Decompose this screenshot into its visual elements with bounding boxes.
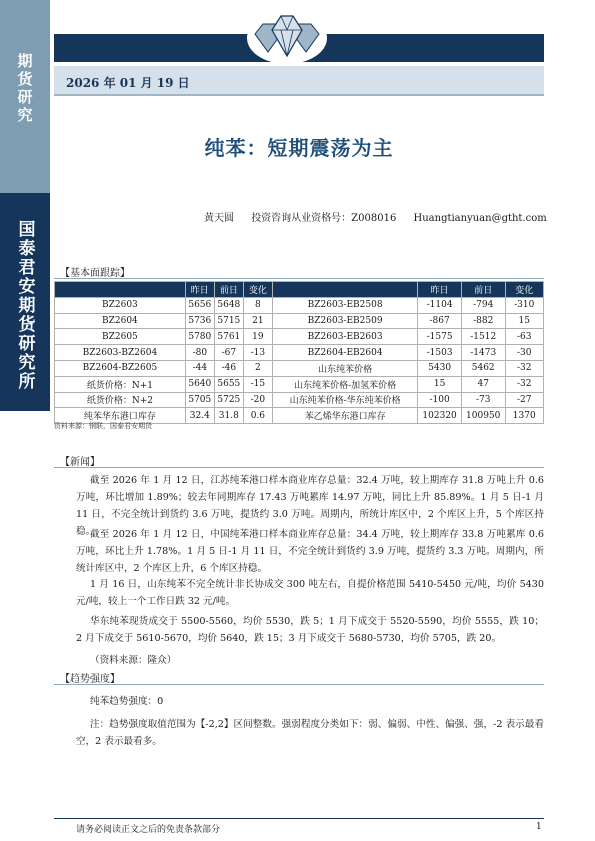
table-row	[55, 329, 544, 345]
table-header-cell: 变化	[505, 282, 543, 298]
table-cell: -32	[505, 376, 543, 392]
table-cell: -1473	[461, 345, 505, 361]
table-cell: -100	[418, 392, 462, 408]
table-cell: 47	[461, 376, 505, 392]
table-cell: -867	[418, 313, 462, 329]
table-cell: -67	[214, 345, 243, 361]
table-cell: -27	[505, 392, 543, 408]
sidebar-top-label: 期货研究	[15, 53, 34, 125]
table-cell: 山东纯苯价格-加氢苯价格	[272, 376, 417, 392]
table-cell: -30	[505, 345, 543, 361]
table-cell: 8	[243, 297, 272, 313]
table-cell: 5656	[185, 297, 214, 313]
table-header-cell: 变化	[243, 282, 272, 298]
table-cell: BZ2605	[55, 329, 186, 345]
table-row	[55, 313, 544, 329]
table-cell: 21	[243, 313, 272, 329]
table-cell: 5640	[185, 376, 214, 392]
report-date: 2026 年 01 月 19 日	[66, 76, 190, 90]
table-cell: -310	[505, 297, 543, 313]
table-row	[55, 376, 544, 392]
table-cell: -1575	[418, 329, 462, 345]
table-cell: -15	[243, 376, 272, 392]
table-cell: 5780	[185, 329, 214, 345]
news-paragraph-2: 截至 2026 年 1 月 12 日，中国纯苯港口样本商业库存总量：34.4 万吨，较上期库存 33.8 万吨累库 0.6 万吨，环比上升 1.78%。1 月 5 日-1 月 11 日，不完全统计到货约 3.9 万吨，提货约 3.3 万吨。周期内，所统计库区中，2 个库区上升，6 个库区持稳。	[76, 529, 544, 574]
table-cell: 102320	[418, 408, 462, 424]
table-cell: 5761	[214, 329, 243, 345]
table-cell: 5705	[185, 392, 214, 408]
table-cell: 山东纯苯价格-华东纯苯价格	[272, 392, 417, 408]
table-cell: 5725	[214, 392, 243, 408]
table-source-note: 资料来源：钢联，国泰君安期货	[54, 422, 152, 430]
footer-disclaimer[interactable]: 请务必阅读正文之后的免责条款部分	[76, 825, 221, 835]
table-row	[55, 297, 544, 313]
table-cell: -794	[461, 297, 505, 313]
news-paragraph-4: 华东纯苯现货成交于 5500-5560，均价 5530，跌 5；1 月下成交于 5520-5590，均价 5555，跌 10；2 月下成交于 5610-5670，均价 5640，跌 15；3 月下成交于 5680-5730，均价 5705，跌 20。	[76, 616, 544, 644]
table-cell: 纸货价格：N+2	[55, 392, 186, 408]
table-row	[55, 345, 544, 361]
table-cell: 31.8	[214, 408, 243, 424]
diamond-logo-icon	[245, 10, 329, 66]
table-cell: 纸货价格：N+1	[55, 376, 186, 392]
page-number: 1	[536, 822, 542, 832]
table-cell: -1104	[418, 297, 462, 313]
table-cell: 32.4	[185, 408, 214, 424]
author-name: 黄天圆	[204, 213, 234, 224]
table-cell: -46	[214, 360, 243, 376]
table-row	[55, 360, 544, 376]
table-header-row	[55, 282, 544, 298]
table-cell: 5715	[214, 313, 243, 329]
table-cell: -80	[185, 345, 214, 361]
table-cell: -1512	[461, 329, 505, 345]
author-line	[204, 209, 547, 224]
news-paragraph-3: 1 月 16 日，山东纯苯不完全统计非长协成交 300 吨左右，自提价格范围 5410-5450 元/吨，均价 5430 元/吨，较上一个工作日跌 32 元/吨。	[76, 579, 544, 607]
table-cell: 2	[243, 360, 272, 376]
table-cell: -63	[505, 329, 543, 345]
table-header-cell: 昨日	[185, 282, 214, 298]
table-cell: 5430	[418, 360, 462, 376]
author-email[interactable]: Huangtianyuan@gtht.com	[413, 213, 547, 224]
fundamentals-table	[54, 281, 544, 424]
table-cell: BZ2604-BZ2605	[55, 360, 186, 376]
table-cell: BZ2603-EB2508	[272, 297, 417, 313]
table-cell: -882	[461, 313, 505, 329]
table-cell: 5462	[461, 360, 505, 376]
table-row	[55, 392, 544, 408]
table-cell: BZ2603-EB2603	[272, 329, 417, 345]
section-tracking-heading: 【基本面跟踪】	[54, 263, 544, 279]
table-cell: -73	[461, 392, 505, 408]
table-cell: 苯乙烯华东港口库存	[272, 408, 417, 424]
section-trend-heading: 【趋势强度】	[54, 669, 544, 685]
table-cell: BZ2604-EB2604	[272, 345, 417, 361]
section-news-heading: 【新闻】	[54, 452, 544, 468]
table-cell: 15	[505, 313, 543, 329]
table-cell: BZ2603-EB2509	[272, 313, 417, 329]
date-bar	[54, 66, 544, 96]
table-cell: 100950	[461, 408, 505, 424]
sidebar-institute-label: 国泰君安期货研究所	[14, 219, 35, 391]
table-header-cell	[272, 282, 417, 298]
table-cell: 15	[418, 376, 462, 392]
table-cell: -13	[243, 345, 272, 361]
table-cell: 山东纯苯价格	[272, 360, 417, 376]
author-cert: 投资咨询从业资格号：Z008016	[251, 213, 397, 224]
table-cell: 5655	[214, 376, 243, 392]
table-cell: BZ2603	[55, 297, 186, 313]
table-cell: -20	[243, 392, 272, 408]
table-cell: 0.6	[243, 408, 272, 424]
table-cell: -1503	[418, 345, 462, 361]
table-header-cell: 前日	[461, 282, 505, 298]
table-header-cell: 昨日	[418, 282, 462, 298]
report-title: 纯苯：短期震荡为主	[204, 136, 394, 160]
table-cell: 5648	[214, 297, 243, 313]
table-cell: 1370	[505, 408, 543, 424]
news-source: （资料来源：隆众）	[90, 655, 177, 666]
table-cell: -44	[185, 360, 214, 376]
trend-strength-note: 注：趋势强度取值范围为【-2,2】区间整数。强弱程度分类如下：弱、偏弱、中性、偏强、强，-2 表示最看空，2 表示最看多。	[76, 719, 544, 747]
table-cell: 19	[243, 329, 272, 345]
table-cell: BZ2604	[55, 313, 186, 329]
table-cell: -32	[505, 360, 543, 376]
table-cell: 纯苯华东港口库存	[55, 408, 186, 424]
trend-strength-value: 纯苯趋势强度：0	[90, 696, 164, 707]
table-header-cell	[55, 282, 186, 298]
table-cell: BZ2603-BZ2604	[55, 345, 186, 361]
table-cell: 5736	[185, 313, 214, 329]
footer-divider	[54, 818, 544, 819]
news-paragraph-1: 截至 2026 年 1 月 12 日，江苏纯苯港口样本商业库存总量：32.4 万吨，较上期库存 31.8 万吨上升 0.6 万吨，环比增加 1.89%；较去年同期库存 17.43 万吨累库 14.97 万吨，同比上升 85.89%。1 月 5 日-1 月 11 日，不完全统计到货约 3.6 万吨，提货约 3.0 万吨。周期内，所统计库区中，2 个库区上升，5 个库区持稳。	[76, 475, 544, 537]
table-header-cell: 前日	[214, 282, 243, 298]
